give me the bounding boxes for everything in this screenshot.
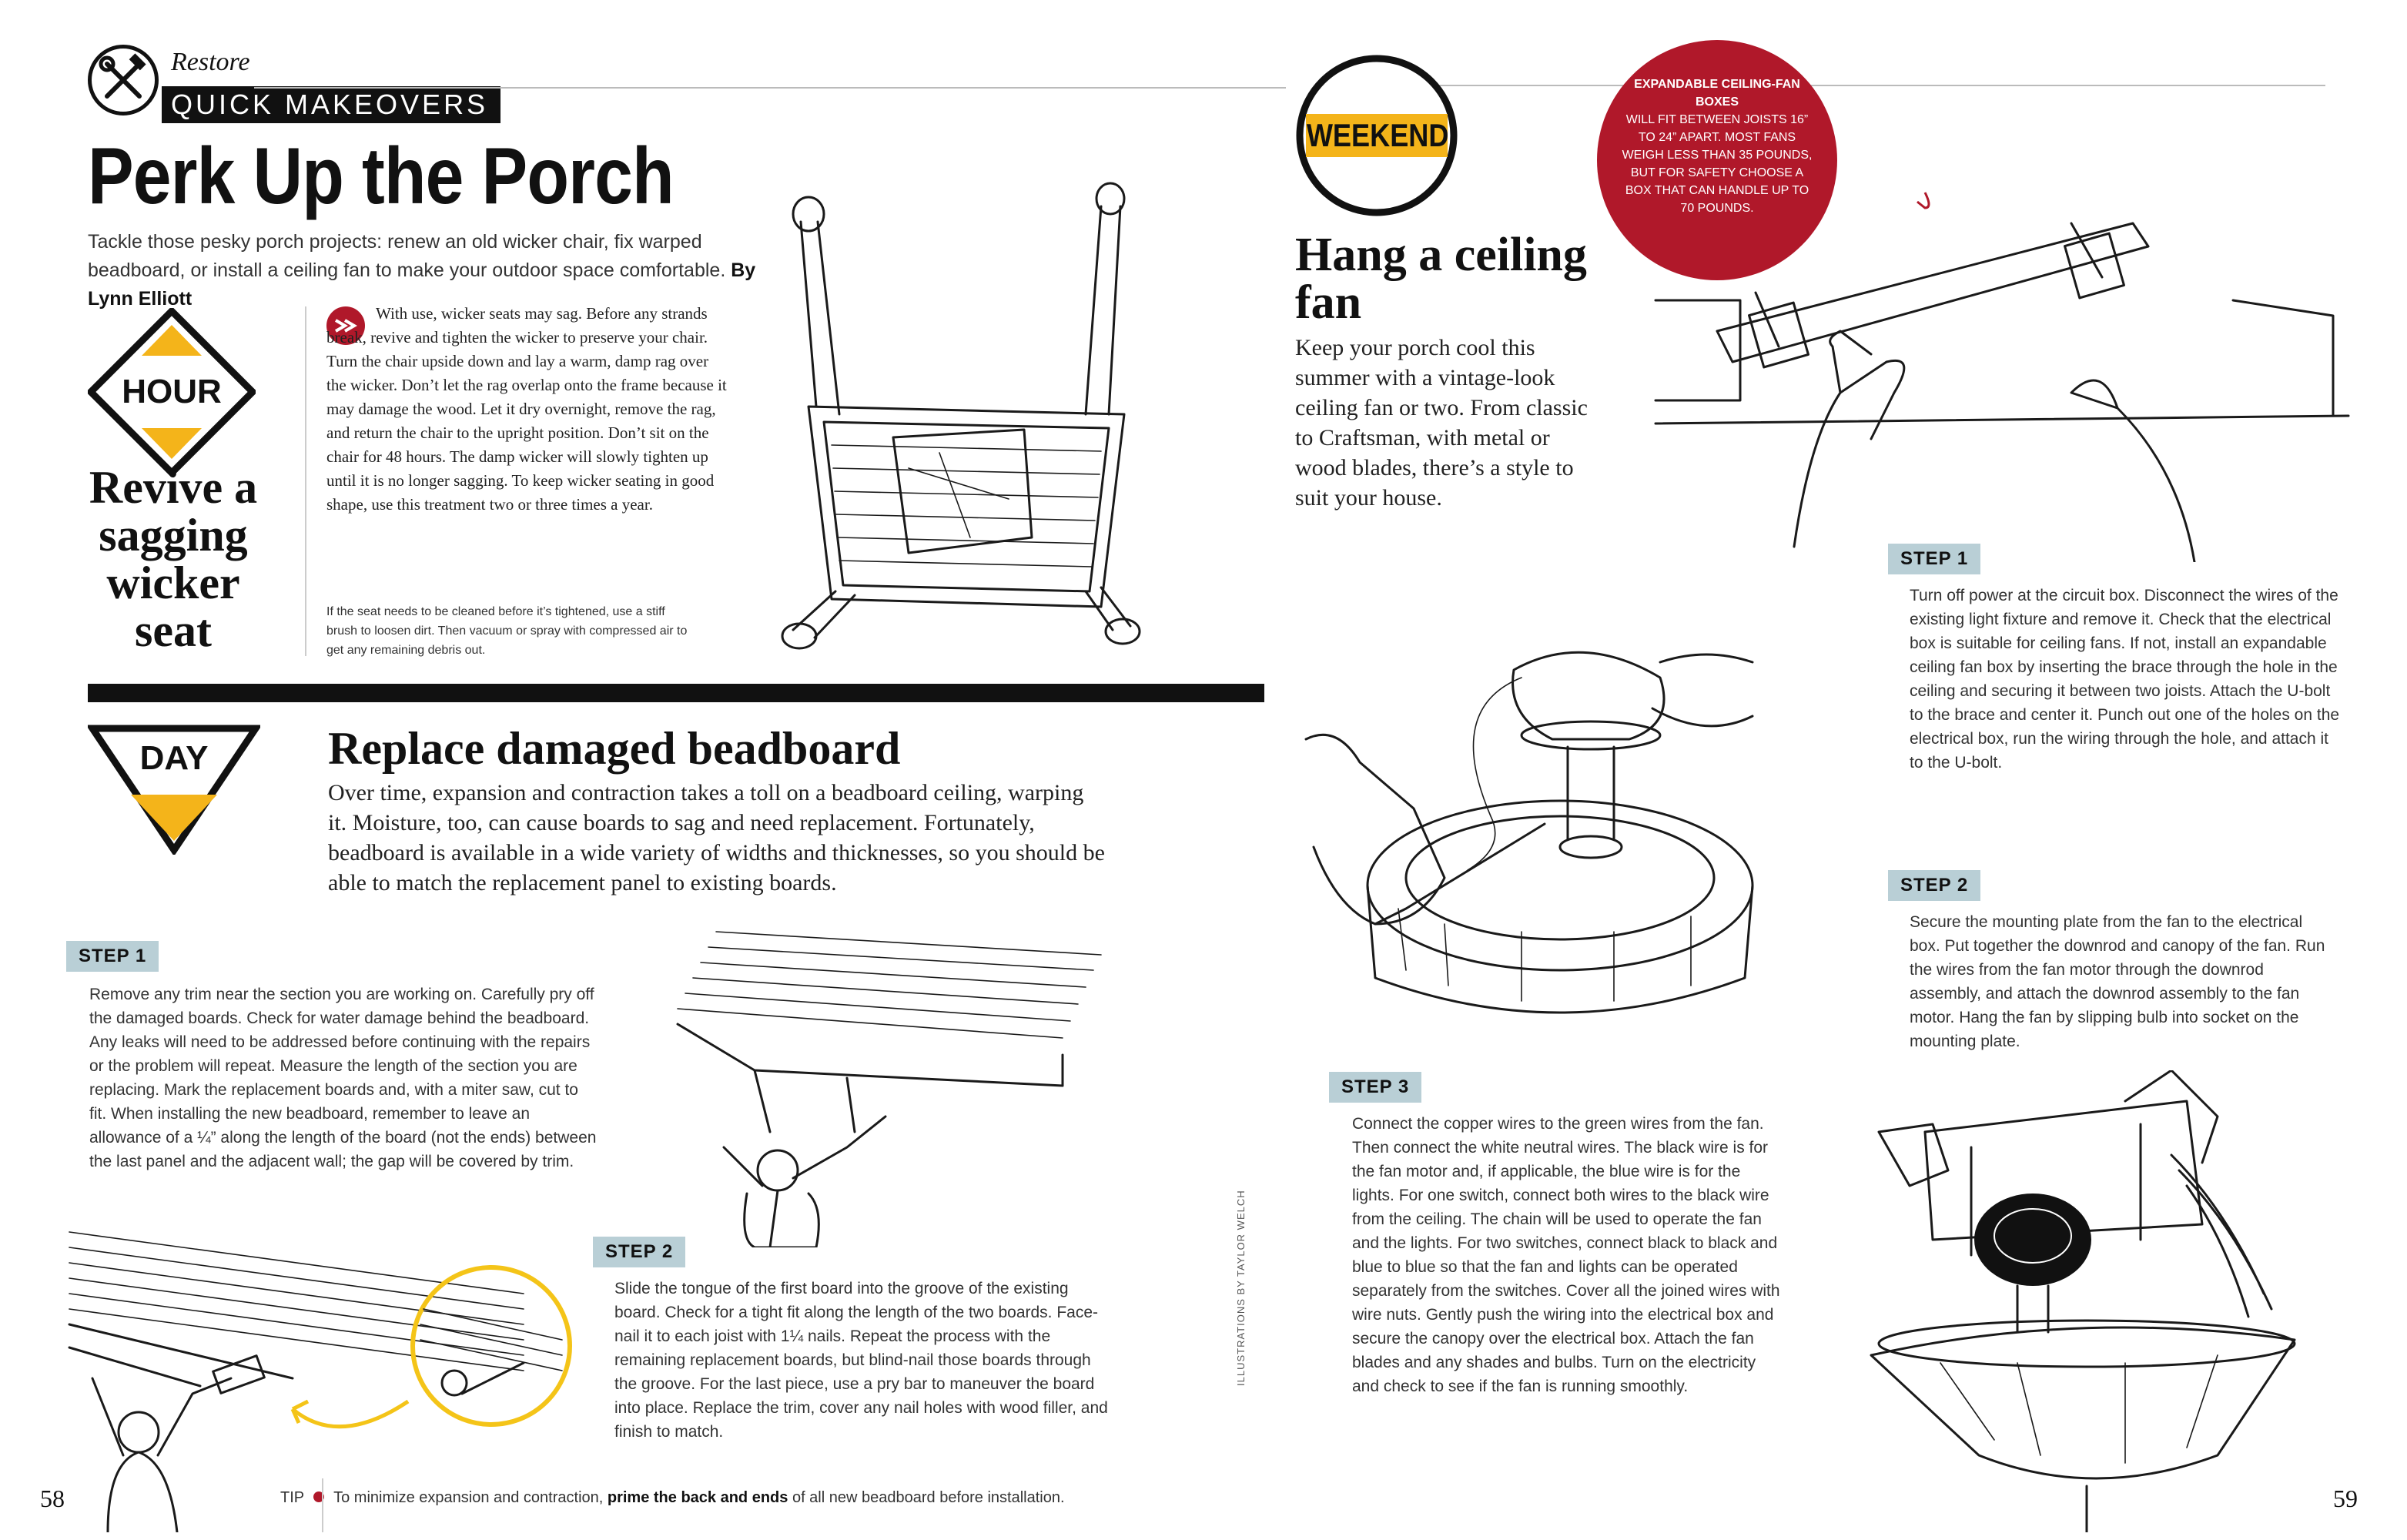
hour-badge-label: HOUR	[122, 373, 222, 410]
hammer-wrench-icon	[88, 45, 159, 116]
wicker-chair-illustration	[762, 176, 1178, 653]
weekend-badge-label: WEEKEND	[1306, 117, 1449, 153]
day-heading: Replace damaged beadboard	[328, 723, 901, 774]
weekend-intro: Keep your porch cool this summer with a vintage-look ceiling fan or two. From classic to Craftsman, with metal or wood blades, there’s a style to suit your house.	[1295, 335, 1588, 511]
column-divider	[305, 306, 306, 656]
weekend-badge	[1295, 54, 1458, 217]
section-divider	[88, 684, 1264, 702]
fan-step-2-tag: STEP 2	[1888, 870, 1980, 901]
tip-text-bold: prime the back and ends	[607, 1489, 788, 1506]
fan-step-1-tag: STEP 1	[1888, 544, 1980, 574]
header-rule	[254, 87, 1286, 89]
article-intro	[88, 228, 781, 313]
step-2-tag: STEP 2	[593, 1237, 685, 1267]
hour-badge	[88, 308, 256, 476]
header-rule-right	[1394, 85, 2325, 86]
step-1-tag: STEP 1	[66, 941, 159, 972]
fan-canopy-illustration	[1863, 1070, 2325, 1532]
illustration-credit: ILLUSTRATIONS BY TAYLOR WELCH	[1235, 1190, 1247, 1386]
callout-text: WILL FIT BETWEEN JOISTS 16” TO 24” APART. MOST FANS WEIGH LESS THAN 35 POUNDS, BUT FOR SAFETY CHOOSE A BOX THAT CAN HANDLE UP TO 70 POUNDS.	[1622, 113, 1813, 215]
tip-divider	[322, 1478, 323, 1532]
page-number-left: 58	[40, 1485, 65, 1512]
intro-text: Tackle those pesky porch projects: renew an old wicker chair, fix warped beadboard, or install a ceiling fan to make your outdoor space comfortable.	[88, 231, 731, 281]
hour-heading: Revive a sagging wicker seat	[89, 462, 258, 656]
page-title: Perk Up the Porch	[88, 132, 674, 221]
step-2-body: Slide the tongue of the first board into the groove of the existing board. Check for a tight fit along the length of the two boards. Face-nail it to each joist with 1¼ nails. Repeat the process with the remaining replacement boards, but blind-nail those boards through the groove. For the last piece, use a pry bar to maneuver the board into place. Replace the trim, cover any nail holes with wood filler, and finish to match.	[614, 1280, 1108, 1441]
tip-line	[280, 1489, 1065, 1507]
fan-step-3-tag: STEP 3	[1329, 1072, 1421, 1103]
fan-step-2-body: Secure the mounting plate from the fan to the electrical box. Put together the downrod and canopy of the fan. Run the wires from the fan motor through the downrod assembly, and attach the downrod assembly to the fan motor. Hang the fan by slipping bulb into socket on the mounting plate.	[1910, 913, 2325, 1050]
fan-motor-illustration	[1291, 616, 1768, 1047]
department-label: QUICK MAKEOVERS	[162, 86, 500, 123]
beadboard-removal-illustration	[662, 916, 1109, 1247]
fan-step-3-body: Connect the copper wires to the green wires from the fan. Then connect the white neutral wires. The black wire is for the fan motor and, if applicable, the blue wire is for the lights. For one switch, connect both wires to the black wire from the ceiling. The chain will be used to operate the fan and the lights. For two switches, connect black to black and blue to blue so that the fan and lights can be operated separately from the switches. Cover all the joined wires with wire nuts. Gently push the wiring into the electrical box and secure the canopy over the electrical box. Attach the fan blades and any shades and bulbs. Turn on the electricity and check to see if the fan is running smoothly.	[1352, 1115, 1780, 1395]
page-number-right: 59	[2333, 1485, 2358, 1512]
weekend-heading: Hang a ceiling fan	[1295, 229, 1587, 329]
step-1-body: Remove any trim near the section you are working on. Carefully pry off the damaged boards. Check for water damage behind the beadboard. Any leaks will need to be addressed before continuing with the repairs or the problem will repeat. Measure the length of the section you are replacing. Mark the replacement boards and, with a miter saw, cut to fit. When installing the new beadboard, remember to leave an allowance of a ¼” along the length of the board (not the ends) between the last panel and the adjacent wall; the gap will be covered by trim.	[89, 986, 597, 1170]
day-badge-label: DAY	[139, 739, 209, 777]
byline: By Lynn Elliott	[88, 259, 756, 310]
section-label: Restore	[171, 48, 250, 76]
callout-title: EXPANDABLE CEILING-FAN BOXES	[1634, 78, 1800, 109]
hour-body: With use, wicker seats may sag. Before any strands break, revive and tighten the wicker to preserve your chair. Turn the chair upside down and lay a warm, damp rag over the wicker. Don’t let the rag overlap onto the frame because it may damage the wood. Let it dry overnight, remove the rag, and return the chair to the upright position. Don’t sit on the chair for 48 hours. The damp wicker will slowly tighten up until it is no longer sagging. To keep wicker seating in good shape, use this treatment two or three times a year.	[326, 304, 727, 514]
tip-text-post: of all new beadboard before installation.	[788, 1489, 1065, 1506]
day-intro: Over time, expansion and contraction takes a toll on a beadboard ceiling, warping it. Moisture, too, can cause boards to sag and need replacement. Fortunately, beadboard is available in a wide variety of widths and thicknesses, so you should be able to match the replacement panel to existing boards.	[328, 780, 1105, 896]
beadboard-install-illustration	[62, 1209, 601, 1532]
fan-step-1-body: Turn off power at the circuit box. Disconnect the wires of the existing light fixture and remove it. Check that the electrical box is suitable for ceiling fans. If not, install an expandable ceiling fan box by inserting the brace through the hole in the ceiling and securing it between two joists. Attach the U-bolt to the brace and center it. Punch out one of the holes on the electrical box, run the wiring through the hole, and attach it to the U-bolt.	[1910, 587, 2340, 772]
hour-note: If the seat needs to be cleaned before it’s tightened, use a stiff brush to loosen dirt. Then vacuum or spray with compressed air to get any remaining debris out.	[326, 605, 688, 657]
day-badge	[88, 724, 260, 855]
fan-brace-illustration	[1640, 162, 2356, 562]
tip-label: TIP	[280, 1489, 305, 1506]
tip-text-pre: To minimize expansion and contraction,	[333, 1489, 608, 1506]
